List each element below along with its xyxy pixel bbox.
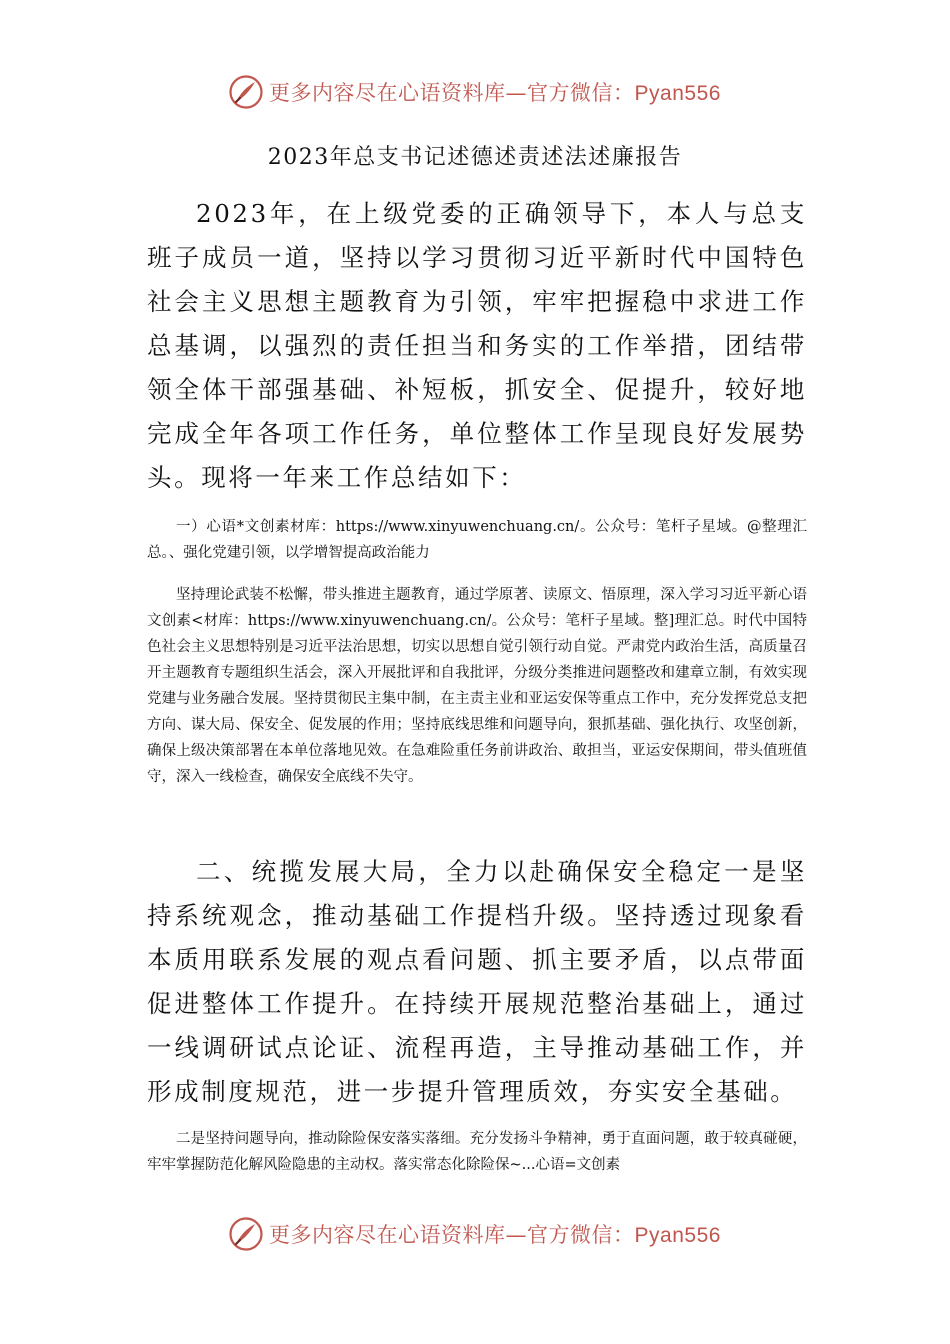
- paragraph-section-two: 二、统揽发展大局，全力以赴确保安全稳定一是坚持系统观念，推动基础工作提档升级。坚持透过现象看本质用联系发展的观点看问题、抓主要矛盾，以点带面促进整体工作提升。在持续开展规范整治基础上，通过一线调研试点论证、流程再造，主导推动基础工作，并形成制度规范，进一步提升管理质效，夯实安全基础。: [147, 857, 807, 1106]
- footer-watermark-banner: [0, 1212, 950, 1256]
- paragraph-section-one-body: 坚持理论武装不松懈，带头推进主题教育，通过学原著、读原文、悟原理，深入学习习近平新心语文创素<材库：https://www.xinyuwenchuang.cn/。公众号：笔杆子星域。整]理汇总。时代中国特色社会主义思想特别是习近平法治思想，切实以思想自觉引领行动自觉。严肃党内政治生活，高质量召开主题教育专题组织生活会，深入开展批评和自我批评，分级分类推进问题整改和建章立制，有效实现党建与业务融合发展。坚持贯彻民主集中制，在主责主业和亚运安保等重点工作中，充分发挥党总支把方向、谋大局、保安全、促发展的作用；坚持底线思维和问题导向，狠抓基础、强化执行、攻坚创新，确保上级决策部署在本单位落地见效。在急难险重任务前讲政治、敢担当，亚运安保期间，带头值班值守，深入一线检查，确保安全底线不失守。: [147, 587, 807, 785]
- header-watermark-banner: [0, 70, 950, 114]
- quill-pen-logo-icon: [229, 75, 263, 109]
- document-title: 2023年总支书记述德述责述法述廉报告: [267, 145, 683, 170]
- quill-pen-logo-icon: [229, 1217, 263, 1251]
- banner-text: 更多内容尽在心语资料库—官方微信：Pyan556: [269, 1223, 721, 1247]
- paragraph-section-two-point-two: 二是坚持问题导向，推动除险保安落实落细。充分发扬斗争精神，勇于直面问题，敢于较真碰硬，牢牢掌握防范化解风险隐患的主动权。落实常态化除险保~...心语=文创素: [147, 1131, 807, 1173]
- paragraph-intro: 2023年，在上级党委的正确领导下，本人与总支班子成员一道，坚持以学习贯彻习近平新时代中国特色社会主义思想主题教育为引领，牢牢把握稳中求进工作总基调，以强烈的责任担当和务实的工作举措，团结带领全体干部强基础、补短板，抓安全、促提升，较好地完成全年各项工作任务，单位整体工作呈现良好发展势头。现将一年来工作总结如下：: [147, 199, 807, 492]
- paragraph-section-one-heading: 一）心语*文创素材库：https://www.xinyuwenchuang.cn/。公众号：笔杆子星域。@整理汇总。、强化党建引领，以学增智提高政治能力: [147, 519, 807, 561]
- banner-text: 更多内容尽在心语资料库—官方微信：Pyan556: [269, 81, 721, 105]
